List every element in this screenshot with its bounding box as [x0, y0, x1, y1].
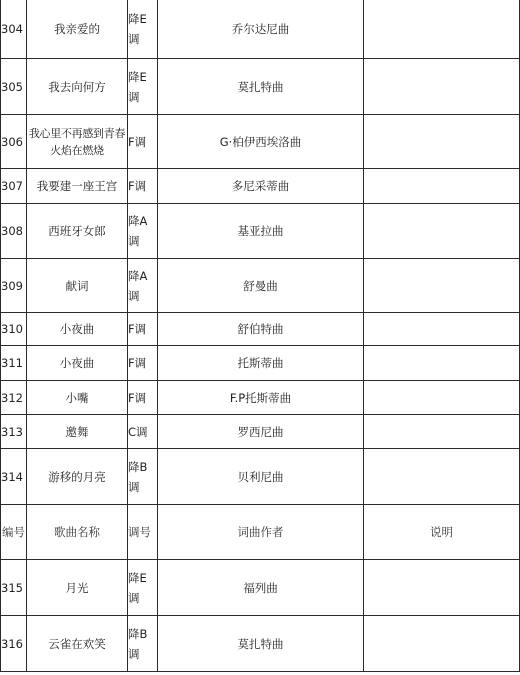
song-title: 我去向何方: [27, 59, 128, 115]
key-signature: F调: [128, 346, 158, 381]
key-signature: F调: [128, 115, 158, 169]
composer: 乔尔达尼曲: [158, 0, 364, 59]
song-title: 献词: [27, 259, 128, 313]
composer: 托斯蒂曲: [158, 346, 364, 381]
key-signature: F调: [128, 169, 158, 204]
row-number: 309: [1, 259, 27, 313]
table-row: [1, 313, 520, 346]
key-signature: 降B调: [128, 616, 158, 672]
song-title: 小夜曲: [27, 313, 128, 346]
table-row: [1, 560, 520, 616]
table-row: [1, 0, 520, 59]
header-note: 说明: [364, 505, 520, 560]
header-title: 歌曲名称: [27, 505, 128, 560]
row-number: 312: [1, 381, 27, 415]
note: [364, 560, 520, 616]
table-row: [1, 115, 520, 169]
header-number: 编号: [1, 505, 27, 560]
composer: 多尼采蒂曲: [158, 169, 364, 204]
composer: 贝利尼曲: [158, 449, 364, 505]
composer: 莫扎特曲: [158, 59, 364, 115]
row-number: 316: [1, 616, 27, 672]
song-title: 我心里不再感到青春火焰在燃烧: [27, 115, 128, 169]
composer: 舒伯特曲: [158, 313, 364, 346]
note: [364, 259, 520, 313]
note: [364, 204, 520, 259]
note: [364, 616, 520, 672]
note: [364, 169, 520, 204]
header-composer: 词曲作者: [158, 505, 364, 560]
composer: 福列曲: [158, 560, 364, 616]
table-row: [1, 346, 520, 381]
key-signature: 降E调: [128, 59, 158, 115]
table-row: [1, 259, 520, 313]
row-number: 313: [1, 415, 27, 449]
row-number: 314: [1, 449, 27, 505]
row-number: 305: [1, 59, 27, 115]
table-row: [1, 415, 520, 449]
note: [364, 59, 520, 115]
note: [364, 346, 520, 381]
table-row: [1, 169, 520, 204]
row-number: 308: [1, 204, 27, 259]
key-signature: 降A调: [128, 259, 158, 313]
note: [364, 313, 520, 346]
table-row: [1, 616, 520, 672]
note: [364, 415, 520, 449]
song-title: 我要建一座王宫: [27, 169, 128, 204]
key-signature: 降E调: [128, 0, 158, 59]
song-title: 邀舞: [27, 415, 128, 449]
song-title: 游移的月亮: [27, 449, 128, 505]
table-header-row: [1, 505, 520, 560]
composer: G·柏伊西埃洛曲: [158, 115, 364, 169]
song-title: 我亲爱的: [27, 0, 128, 59]
key-signature: 降E调: [128, 560, 158, 616]
row-number: 306: [1, 115, 27, 169]
table-row: [1, 381, 520, 415]
row-number: 315: [1, 560, 27, 616]
key-signature: F调: [128, 313, 158, 346]
row-number: 307: [1, 169, 27, 204]
key-signature: F调: [128, 381, 158, 415]
key-signature: C调: [128, 415, 158, 449]
table-row: [1, 449, 520, 505]
composer: 罗西尼曲: [158, 415, 364, 449]
table-row: [1, 59, 520, 115]
table-row: [1, 204, 520, 259]
note: [364, 449, 520, 505]
row-number: 310: [1, 313, 27, 346]
composer: 舒曼曲: [158, 259, 364, 313]
note: [364, 115, 520, 169]
song-title: 小夜曲: [27, 346, 128, 381]
song-title: 月光: [27, 560, 128, 616]
song-title: 云雀在欢笑: [27, 616, 128, 672]
row-number: 311: [1, 346, 27, 381]
song-title: 小嘴: [27, 381, 128, 415]
composer: 基亚拉曲: [158, 204, 364, 259]
composer: F.P托斯蒂曲: [158, 381, 364, 415]
row-number: 304: [1, 0, 27, 59]
song-title: 西班牙女郎: [27, 204, 128, 259]
key-signature: 降A调: [128, 204, 158, 259]
header-key: 调号: [128, 505, 158, 560]
composer: 莫扎特曲: [158, 616, 364, 672]
key-signature: 降B调: [128, 449, 158, 505]
note: [364, 0, 520, 59]
note: [364, 381, 520, 415]
